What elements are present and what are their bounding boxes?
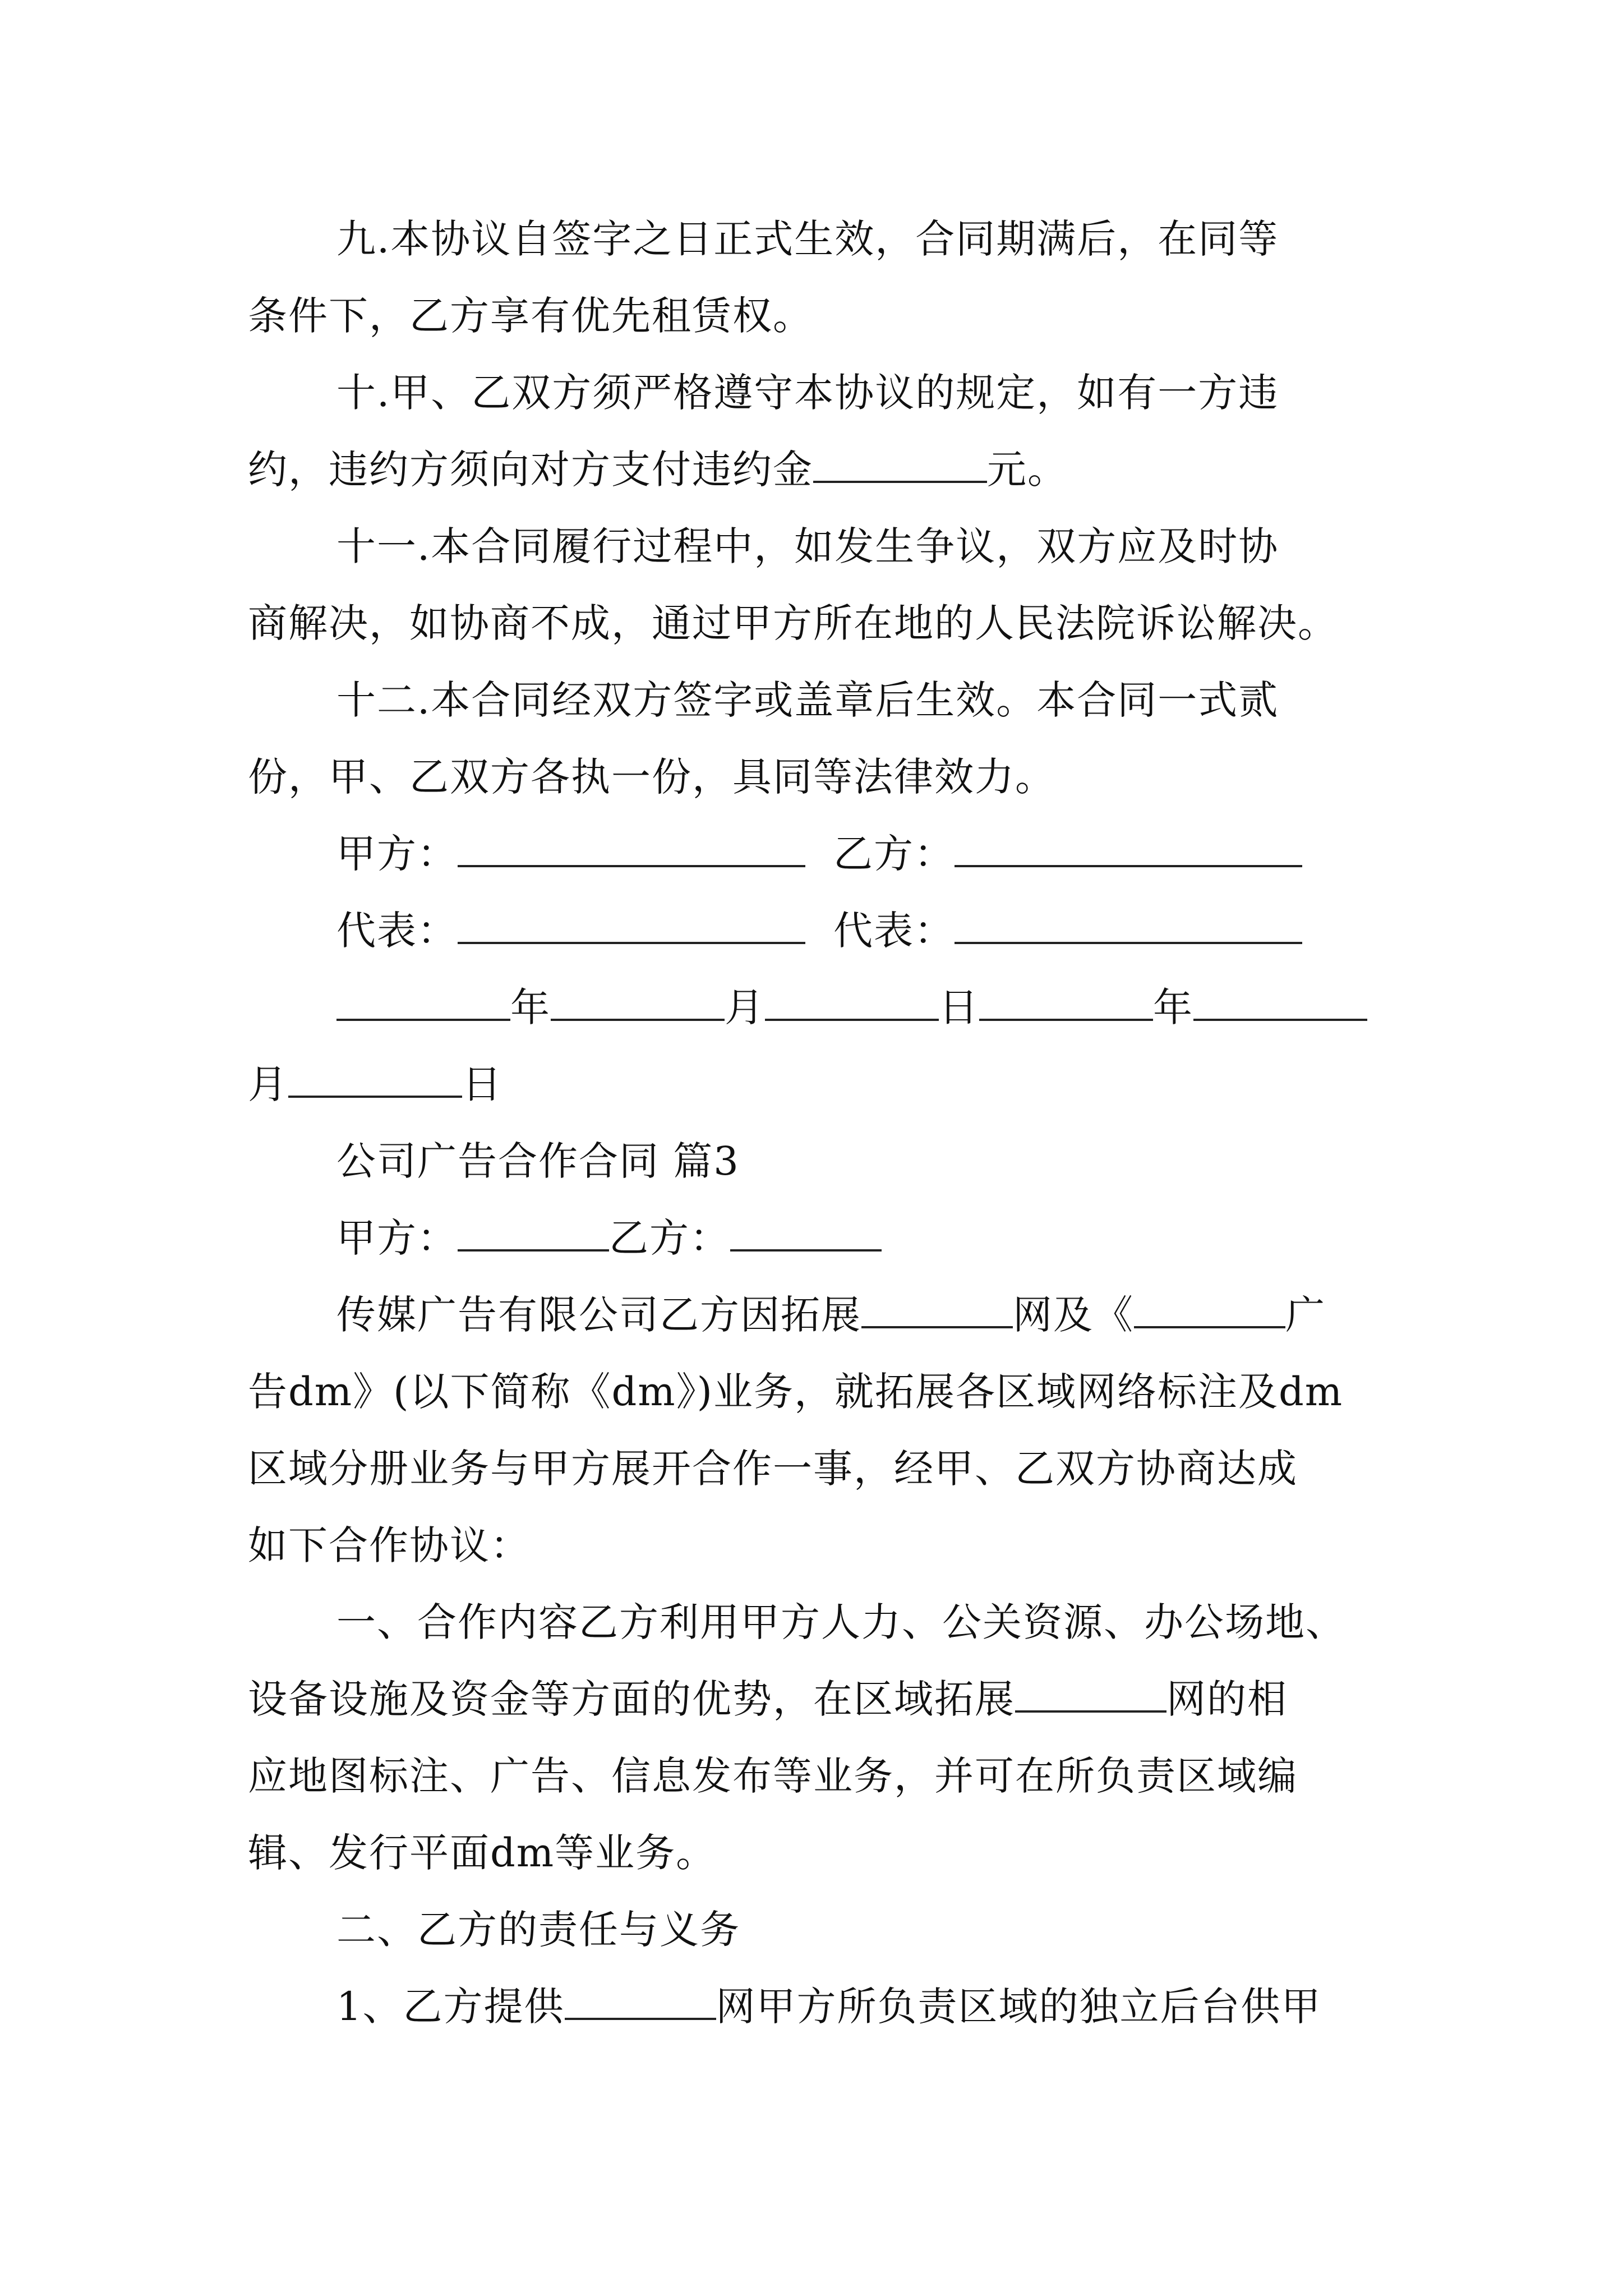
cooperation-text-1: 设备设施及资金等方面的优势，在区域拓展: [248, 1676, 1015, 1722]
website-name-blank: [861, 1291, 1013, 1328]
intro-text-1: 传媒广告有限公司乙方因拓展: [336, 1292, 861, 1338]
day-b-label: 日: [462, 1061, 502, 1107]
year-b-label: 年: [1153, 984, 1193, 1030]
rep-b-label: 代表：: [833, 908, 955, 954]
intro-line-4: 如下合作协议：: [248, 1522, 531, 1568]
clause-9-line-2: 条件下，乙方享有优先租赁权。: [248, 293, 813, 339]
penalty-amount-blank: [813, 446, 987, 483]
intro-text-2: 网及《: [1013, 1292, 1134, 1338]
section-title: 公司广告合作合同 篇3: [336, 1138, 740, 1184]
section-2-heading: 二、乙方的责任与义务: [336, 1907, 740, 1953]
clause-11-line-1: 十一.本合同履行过程中，如发生争议，双方应及时协: [336, 523, 1279, 569]
day-b-blank: [288, 1061, 462, 1098]
year-a-label: 年: [510, 984, 551, 1030]
rep-a-label: 代表：: [336, 908, 458, 954]
day-a-label: 日: [939, 984, 979, 1030]
intro-line-2: 告dm》(以下简称《dm》)业务，就拓展各区域网络标注及dm: [248, 1369, 1344, 1415]
section-parties-row: [336, 1213, 1475, 1263]
month-a-blank: [551, 984, 725, 1021]
clause-12-line-1: 十二.本合同经双方签字或盖章后生效。本合同一式贰: [336, 677, 1279, 723]
section-party-a-blank: [458, 1214, 609, 1251]
signature-row-representatives: [336, 905, 1475, 956]
intro-text-3: 广: [1285, 1292, 1326, 1338]
cooperation-line-3: 应地图标注、广告、信息发布等业务，并可在所负责区域编: [248, 1753, 1298, 1799]
intro-line-1: [336, 1290, 1386, 1340]
clause-9-line-1: 九.本协议自签字之日正式生效，合同期满后，在同等: [336, 216, 1279, 262]
party-b-label: 乙方：: [833, 831, 955, 877]
month-b-label: 月: [248, 1061, 288, 1107]
clause-11-line-2: 商解决，如协商不成，通过甲方所在地的人民法院诉讼解决。: [248, 600, 1338, 646]
section-party-b-blank: [730, 1214, 882, 1251]
rep-a-blank: [458, 907, 805, 944]
section-party-b-label: 乙方：: [609, 1215, 730, 1261]
clause-10-line-2: [248, 444, 1386, 495]
rep-b-blank: [955, 907, 1302, 944]
year-a-blank: [336, 984, 510, 1021]
year-b-blank: [979, 984, 1153, 1021]
duty-1-website-blank: [565, 1983, 716, 2020]
section-party-a-label: 甲方：: [336, 1215, 458, 1261]
month-a-label: 月: [725, 984, 765, 1030]
party-a-label: 甲方：: [336, 831, 458, 877]
clause-12-line-2: 份，甲、乙双方各执一份，具同等法律效力。: [248, 754, 1055, 800]
day-a-blank: [765, 984, 939, 1021]
clause-10-text: 约，违约方须向对方支付违约金: [248, 447, 813, 493]
clause-10-unit: 元。: [987, 447, 1068, 493]
cooperation-website-blank: [1015, 1676, 1166, 1713]
cooperation-text-2: 网的相: [1166, 1676, 1288, 1722]
duty-1-line: [336, 1981, 1475, 2032]
signature-row-parties: [336, 829, 1475, 879]
duty-1-text-2: 网甲方所负责区域的独立后台供甲: [716, 1984, 1322, 2030]
cooperation-line-4: 辑、发行平面dm等业务。: [248, 1830, 717, 1876]
date-row-1: [336, 982, 1475, 1033]
date-row-2: [248, 1059, 1386, 1110]
duty-1-text-1: 1、乙方提供: [336, 1984, 565, 2030]
month-b-blank: [1193, 984, 1367, 1021]
cooperation-line-2: [248, 1674, 1386, 1724]
cooperation-line-1: 一、合作内容乙方利用甲方人力、公关资源、办公场地、: [336, 1599, 1346, 1645]
party-a-blank: [458, 830, 805, 867]
clause-10-line-1: 十.甲、乙双方须严格遵守本协议的规定，如有一方违: [336, 370, 1279, 416]
publication-name-blank: [1134, 1291, 1285, 1328]
party-b-blank: [955, 830, 1302, 867]
intro-line-3: 区域分册业务与甲方展开合作一事，经甲、乙双方协商达成: [248, 1446, 1298, 1492]
